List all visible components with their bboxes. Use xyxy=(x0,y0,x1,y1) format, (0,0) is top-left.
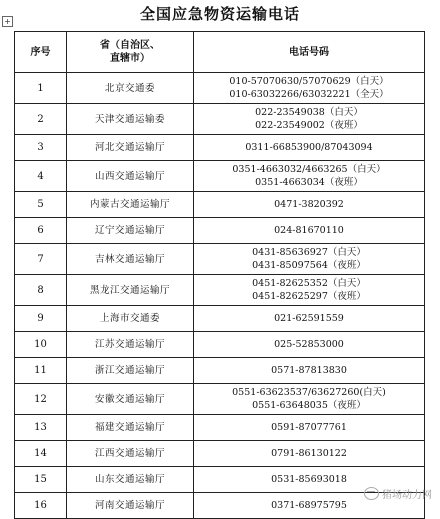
row-phone xyxy=(194,332,425,358)
table-row xyxy=(15,332,425,358)
row-phone xyxy=(194,306,425,332)
row-phone xyxy=(194,192,425,218)
row-phone xyxy=(194,384,425,415)
row-number: 11 xyxy=(15,358,67,384)
row-phone xyxy=(194,244,425,275)
row-number: 13 xyxy=(15,415,67,441)
phone-number: 0451-82625352（白天） xyxy=(252,278,366,289)
contact-table xyxy=(14,31,425,519)
row-number: 5 xyxy=(15,192,67,218)
row-number: 10 xyxy=(15,332,67,358)
row-phone xyxy=(194,441,425,467)
row-province: 江苏交通运输厅 xyxy=(67,332,194,358)
row-phone xyxy=(194,135,425,161)
row-number: 15 xyxy=(15,467,67,493)
table-row xyxy=(15,306,425,332)
row-province: 安徽交通运输厅 xyxy=(67,384,194,415)
phone-number: 0371-68975795 xyxy=(271,500,347,511)
table-row xyxy=(15,493,425,519)
row-number: 14 xyxy=(15,441,67,467)
phone-number: 024-81670110 xyxy=(274,225,344,236)
phone-number: 0431-85097564（夜班） xyxy=(252,260,366,271)
phone-number: 021-62591559 xyxy=(274,313,344,324)
row-province: 辽宁交通运输厅 xyxy=(67,218,194,244)
row-number: 6 xyxy=(15,218,67,244)
watermark xyxy=(364,486,432,501)
watermark-text: 猪场动力网 xyxy=(382,490,432,501)
phone-number: 0451-82625297（夜班） xyxy=(252,291,366,302)
phone-number: 022-23549002（夜班） xyxy=(255,120,363,131)
row-number: 3 xyxy=(15,135,67,161)
row-province: 天津交通运输委 xyxy=(67,104,194,135)
row-province: 上海市交通委 xyxy=(67,306,194,332)
phone-number: 0531-85693018 xyxy=(271,474,347,485)
phone-number: 0311-66853900/87043094 xyxy=(245,142,373,153)
row-number: 12 xyxy=(15,384,67,415)
table-row xyxy=(15,218,425,244)
phone-number: 0431-85636927（白天） xyxy=(252,247,366,258)
row-number: 2 xyxy=(15,104,67,135)
phone-number: 0551-63648035（夜班） xyxy=(252,400,366,411)
row-province: 山西交通运输厅 xyxy=(67,161,194,192)
header-phone: 电话号码 xyxy=(194,32,425,73)
header-number: 序号 xyxy=(15,32,67,73)
row-province: 河南交通运输厅 xyxy=(67,493,194,519)
row-province: 河北交通运输厅 xyxy=(67,135,194,161)
phone-number: 0571-87813830 xyxy=(271,365,347,376)
row-phone xyxy=(194,161,425,192)
table-row xyxy=(15,161,425,192)
row-province: 浙江交通运输厅 xyxy=(67,358,194,384)
phone-number: 025-52853000 xyxy=(274,339,344,350)
table-row xyxy=(15,467,425,493)
table-row xyxy=(15,104,425,135)
table-row xyxy=(15,135,425,161)
header-province-line-2: 直辖市） xyxy=(110,53,150,64)
row-province: 福建交通运输厅 xyxy=(67,415,194,441)
table-header-row xyxy=(15,32,425,73)
phone-number: 0351-4663034（夜班） xyxy=(255,177,363,188)
table-row xyxy=(15,275,425,306)
move-handle-icon[interactable]: + xyxy=(2,16,13,27)
table-row xyxy=(15,244,425,275)
table-row xyxy=(15,358,425,384)
row-province: 黑龙江交通运输厅 xyxy=(67,275,194,306)
row-phone xyxy=(194,73,425,104)
header-province-line-1: 省（自治区、 xyxy=(100,40,160,51)
row-phone xyxy=(194,415,425,441)
table-row xyxy=(15,73,425,104)
row-phone xyxy=(194,104,425,135)
row-number: 9 xyxy=(15,306,67,332)
row-province: 江西交通运输厅 xyxy=(67,441,194,467)
row-number: 16 xyxy=(15,493,67,519)
phone-number: 0591-87077761 xyxy=(271,422,347,433)
table-row xyxy=(15,384,425,415)
phone-number: 0351-4663032/4663265（白天） xyxy=(232,164,386,175)
header-province xyxy=(67,32,194,73)
phone-number: 0471-3820392 xyxy=(274,199,344,210)
row-number: 1 xyxy=(15,73,67,104)
row-province: 北京交通委 xyxy=(67,73,194,104)
wechat-icon xyxy=(364,487,379,500)
phone-number: 010-57070630/57070629（白天） xyxy=(229,76,389,87)
table-row xyxy=(15,192,425,218)
row-phone xyxy=(194,218,425,244)
row-number: 7 xyxy=(15,244,67,275)
phone-number: 0551-63623537/63627260(白天) xyxy=(232,387,386,398)
row-province: 吉林交通运输厅 xyxy=(67,244,194,275)
table-row xyxy=(15,415,425,441)
row-province: 山东交通运输厅 xyxy=(67,467,194,493)
page-title: 全国应急物资运输电话 xyxy=(139,5,300,23)
row-phone xyxy=(194,358,425,384)
row-number: 4 xyxy=(15,161,67,192)
row-province: 内蒙古交通运输厅 xyxy=(67,192,194,218)
table-row xyxy=(15,441,425,467)
phone-number: 010-63032266/63032221（全天） xyxy=(229,89,389,100)
row-number: 8 xyxy=(15,275,67,306)
row-phone xyxy=(194,275,425,306)
phone-number: 0791-86130122 xyxy=(271,448,347,459)
phone-number: 022-23549038（白天） xyxy=(255,107,363,118)
